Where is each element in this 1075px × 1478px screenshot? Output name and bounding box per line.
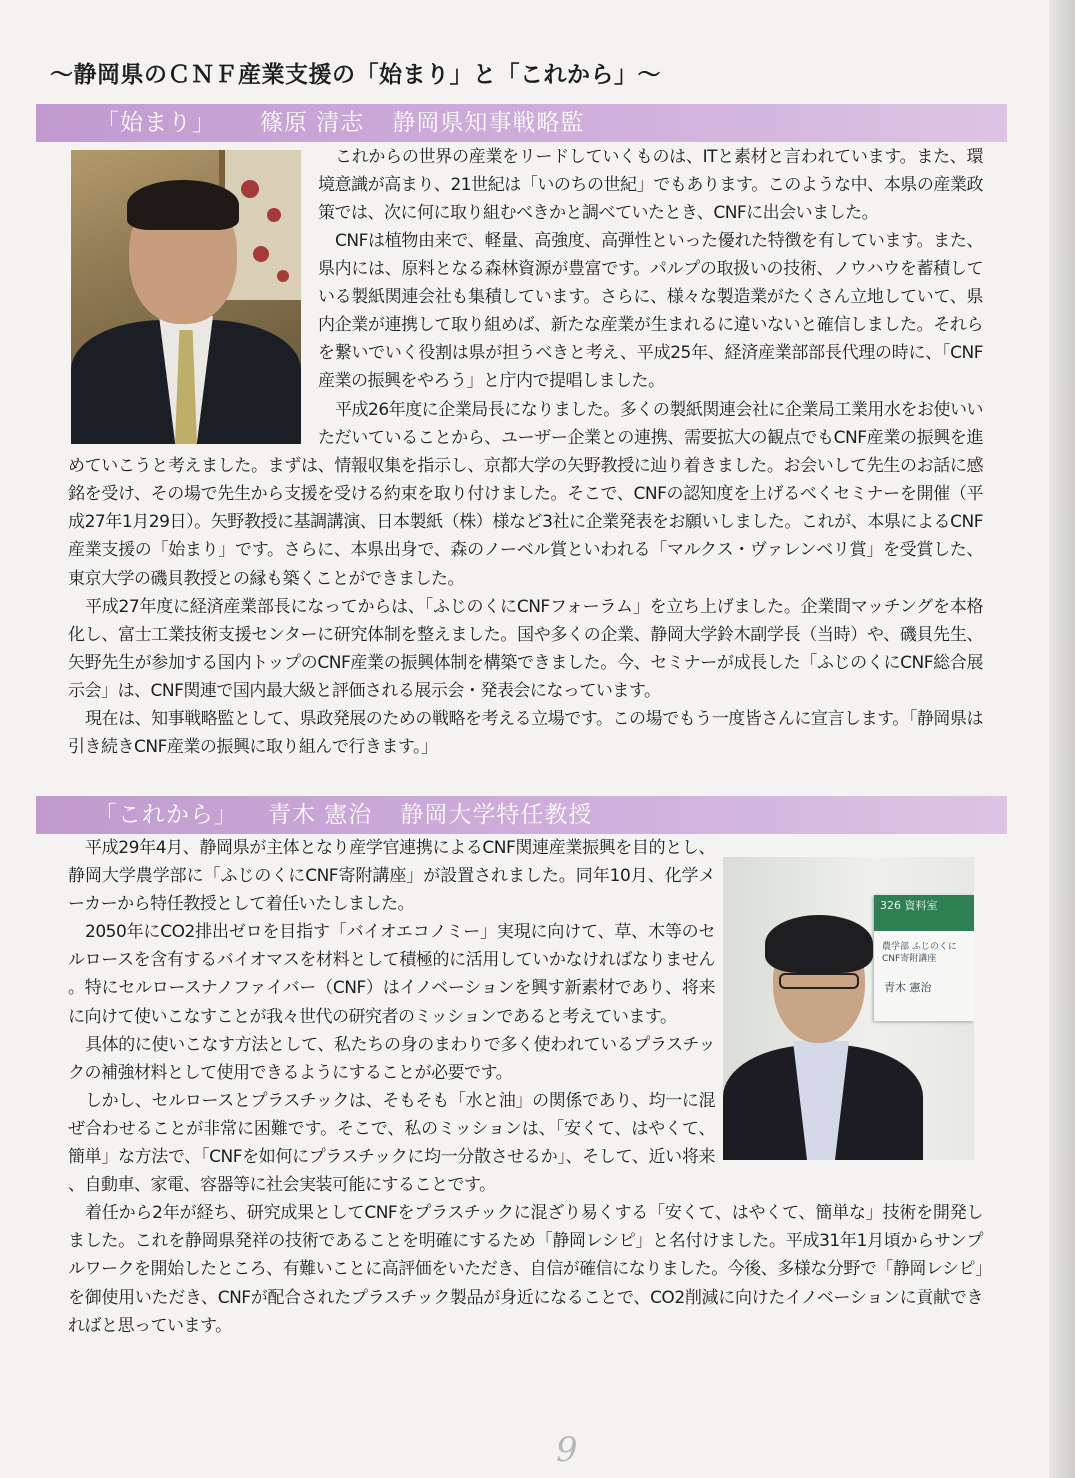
author-name: 篠原 清志 bbox=[260, 110, 365, 136]
section-kicker: 「これから」 bbox=[94, 802, 238, 828]
page-title: ～静岡県のＣＮＦ産業支援の「始まり」と「これから」～ bbox=[50, 62, 661, 88]
author-role: 静岡大学特任教授 bbox=[400, 802, 593, 828]
author-name: 青木 憲治 bbox=[268, 802, 373, 828]
section-header-future bbox=[36, 796, 1007, 834]
page-edge-shadow bbox=[1049, 0, 1075, 1478]
section-header-beginning bbox=[36, 104, 1007, 142]
page-number: 9 bbox=[556, 1430, 578, 1470]
paragraph: 現在は、知事戦略監として、県政発展のための戦略を考える立場です。この場でもう一度皆さんに宣言します。「静岡県は引き続きCNF産業の振興に取り組んで行きます。」 bbox=[68, 709, 983, 758]
paragraph: しかし、セルロースとプラスチックは、そもそも「水と油」の関係であり、均一に混ぜ合わせることが非常に困難です。そこで、私のミッションは、「安くて、はやくて、簡単」な方法で、「CNFを如何にプラスチックに均一分散させるか」、そして、近い将来、自動車、家電、容器等に社会実装可能にすることです。 bbox=[68, 1090, 715, 1196]
paragraph: 2050年にCO2排出ゼロを目指す「バイオエコノミー」実現に向けて、草、木等のセルロースを含有するバイオマスを材料として積極的に活用していかなければなりません。特にセルロースナノファイバー（CNF）はイノベーションを興す新素材であり、将来に向けて使いこなすことが我々世代の研究者のミッションであると考えています。 bbox=[68, 922, 715, 1027]
door-sign-dept: 農学部 ふじのくにCNF寄附講座 bbox=[882, 942, 957, 964]
author-role: 静岡県知事戦略監 bbox=[392, 110, 585, 136]
paragraph: 平成27年度に経済産業部長になってからは、「ふじのくにCNFフォーラム」を立ち上げました。企業間マッチングを本格化し、富士工業技術支援センターに研究体制を整えました。国や多くの企業、静岡大学鈴木副学長（当時）や、磯貝先生、矢野先生が参加する国内トップのCNF産業の振興体制を構築できました。今、セミナーが成長した「ふじのくにCNF総合展示会」は、CNF関連で国内最大級と評価される展示会・発表会になっています。 bbox=[68, 597, 983, 702]
door-sign-name: 青木 憲治 bbox=[884, 981, 932, 994]
section-kicker: 「始まり」 bbox=[96, 110, 216, 136]
paragraph: 平成29年4月、静岡県が主体となり産学官連携によるCNF関連産業振興を目的とし、静岡大学農学部に「ふじのくにCNF寄附講座」が設置されました。同年10月、化学メーカーから特任教授として着任いたしました。 bbox=[68, 838, 715, 915]
paragraph: CNFは植物由来で、軽量、高強度、高弾性といった優れた特徴を有しています。また、県内には、原料となる森林資源が豊富です。パルプの取扱いの技術、ノウハウを蓄積している製紙関連会社も集積しています。さらに、様々な製造業がたくさん立地していて、県内企業が連携して取り組めば、新たな産業が生まれるに違いないと確信しました。それらを繋いでいく役割は県が担うべきと考え、平成25年、経済産業部部長代理の時に、「CNF産業の振興をやろう」と庁内で提唱しました。 bbox=[318, 231, 983, 392]
paragraph-text: 平成26年度に企業局長になりました。多くの製紙関連会社に企業局工業用水をお使いいただいていることから、ユーザー企業との連携、需要拡大の観点でもCNF産業の振興を進めていこうと考えました。まずは、情報収集を指示し、京都大学の矢野教授に辿り着きました。お会いして先生のお話に感銘を受け、その場で先生から支援を受ける約束を取り付けました。そこで、CNFの認知度を上げるべくセミナーを開催（平成27年1月29日）。矢野教授に基調講演、日本製紙（株）様など3社に企業発表をお願いしました。これが、本県によるCNF産業支援の「始まり」です。さらに、本県出身で、森のノーベル賞といわれる「マルクス・ヴァレンベリ賞」を受賞した、東京大学の磯貝教授との縁も築くことができました。 bbox=[68, 400, 983, 589]
section2-body bbox=[68, 834, 983, 1340]
paragraph: 着任から2年が経ち、研究成果としてCNFをプラスチックに混ざり易くする「安くて、はやくて、簡単な」技術を開発しました。これを静岡県発祥の技術であることを明確にするため「静岡レシピ」と名付けました。平成31年1月頃からサンプルワークを開始したところ、有難いことに高評価をいただき、自信が確信になりました。今後、多様な分野で「静岡レシピ」を御使用いただき、CNFが配合されたプラスチック製品が身近になることで、CO2削減に向けたイノベーションに貢献できればと思っています。 bbox=[68, 1203, 983, 1336]
paragraph bbox=[68, 396, 983, 593]
paragraph: これからの世界の産業をリードしていくものは、ITと素材と言われています。また、環境意識が高まり、21世紀は「いのちの世紀」でもあります。このような中、本県の産業政策では、次に何に取り組むべきかと調べていたとき、CNFに出会いました。 bbox=[318, 147, 983, 224]
paragraph: 具体的に使いこなす方法として、私たちの身のまわりで多く使われているプラスチックの補強材料として使用できるようにすることが必要です。 bbox=[68, 1034, 715, 1083]
door-sign-room: 326 資料室 bbox=[874, 895, 974, 931]
